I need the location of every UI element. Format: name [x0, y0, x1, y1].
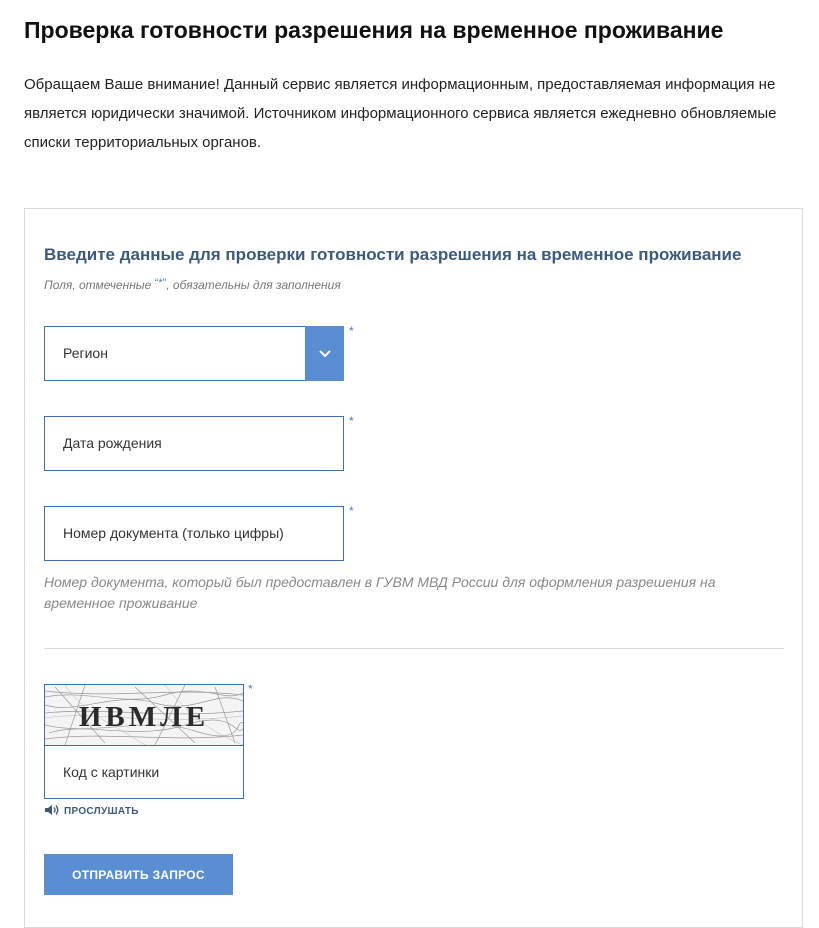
- captcha-input-placeholder[interactable]: Код с картинки: [63, 764, 160, 780]
- chevron-down-icon[interactable]: [305, 326, 344, 381]
- document-number-required-mark: *: [349, 504, 354, 518]
- submit-request-button[interactable]: ОТПРАВИТЬ ЗАПРОС: [44, 854, 233, 895]
- captcha-text: ИВМЛЕ: [78, 701, 210, 733]
- document-number-help: Номер документа, который был предоставлен в ГУВМ МВД России для оформления разрешения на временное проживание: [44, 574, 716, 611]
- form-divider: [44, 648, 784, 649]
- captcha-box: [44, 684, 244, 799]
- birth-date-field[interactable]: [44, 416, 344, 471]
- region-required-mark: *: [349, 324, 354, 338]
- required-note-prefix: Поля, отмеченные: [44, 278, 152, 292]
- document-number-placeholder: Номер документа (только цифры): [63, 525, 284, 541]
- page-title: Проверка готовности разрешения на временное проживание: [24, 17, 724, 43]
- listen-label: ПРОСЛУШАТЬ: [64, 806, 139, 817]
- region-select-value: Регион: [63, 345, 108, 361]
- captcha-required-mark: *: [248, 682, 253, 696]
- required-note-star: “*”: [154, 277, 167, 289]
- form-heading: Введите данные для проверки готовности разрешения на временное проживание: [44, 245, 742, 264]
- service-notice: Обращаем Ваше внимание! Данный сервис является информационным, предоставляемая информация не является юридически значимой. Источником информационного сервиса является ежедневно обновляемые списки территориальных органов.: [24, 76, 777, 151]
- document-number-field[interactable]: [44, 506, 344, 561]
- region-select[interactable]: [44, 326, 344, 381]
- speaker-icon: [44, 804, 60, 819]
- required-fields-note: [44, 277, 341, 292]
- birth-date-placeholder: Дата рождения: [63, 435, 162, 451]
- captcha-image: [45, 685, 243, 746]
- required-note-suffix: , обязательны для заполнения: [166, 278, 341, 292]
- form-card: [24, 208, 803, 928]
- listen-captcha-link[interactable]: [44, 804, 139, 819]
- birth-date-required-mark: *: [349, 414, 354, 428]
